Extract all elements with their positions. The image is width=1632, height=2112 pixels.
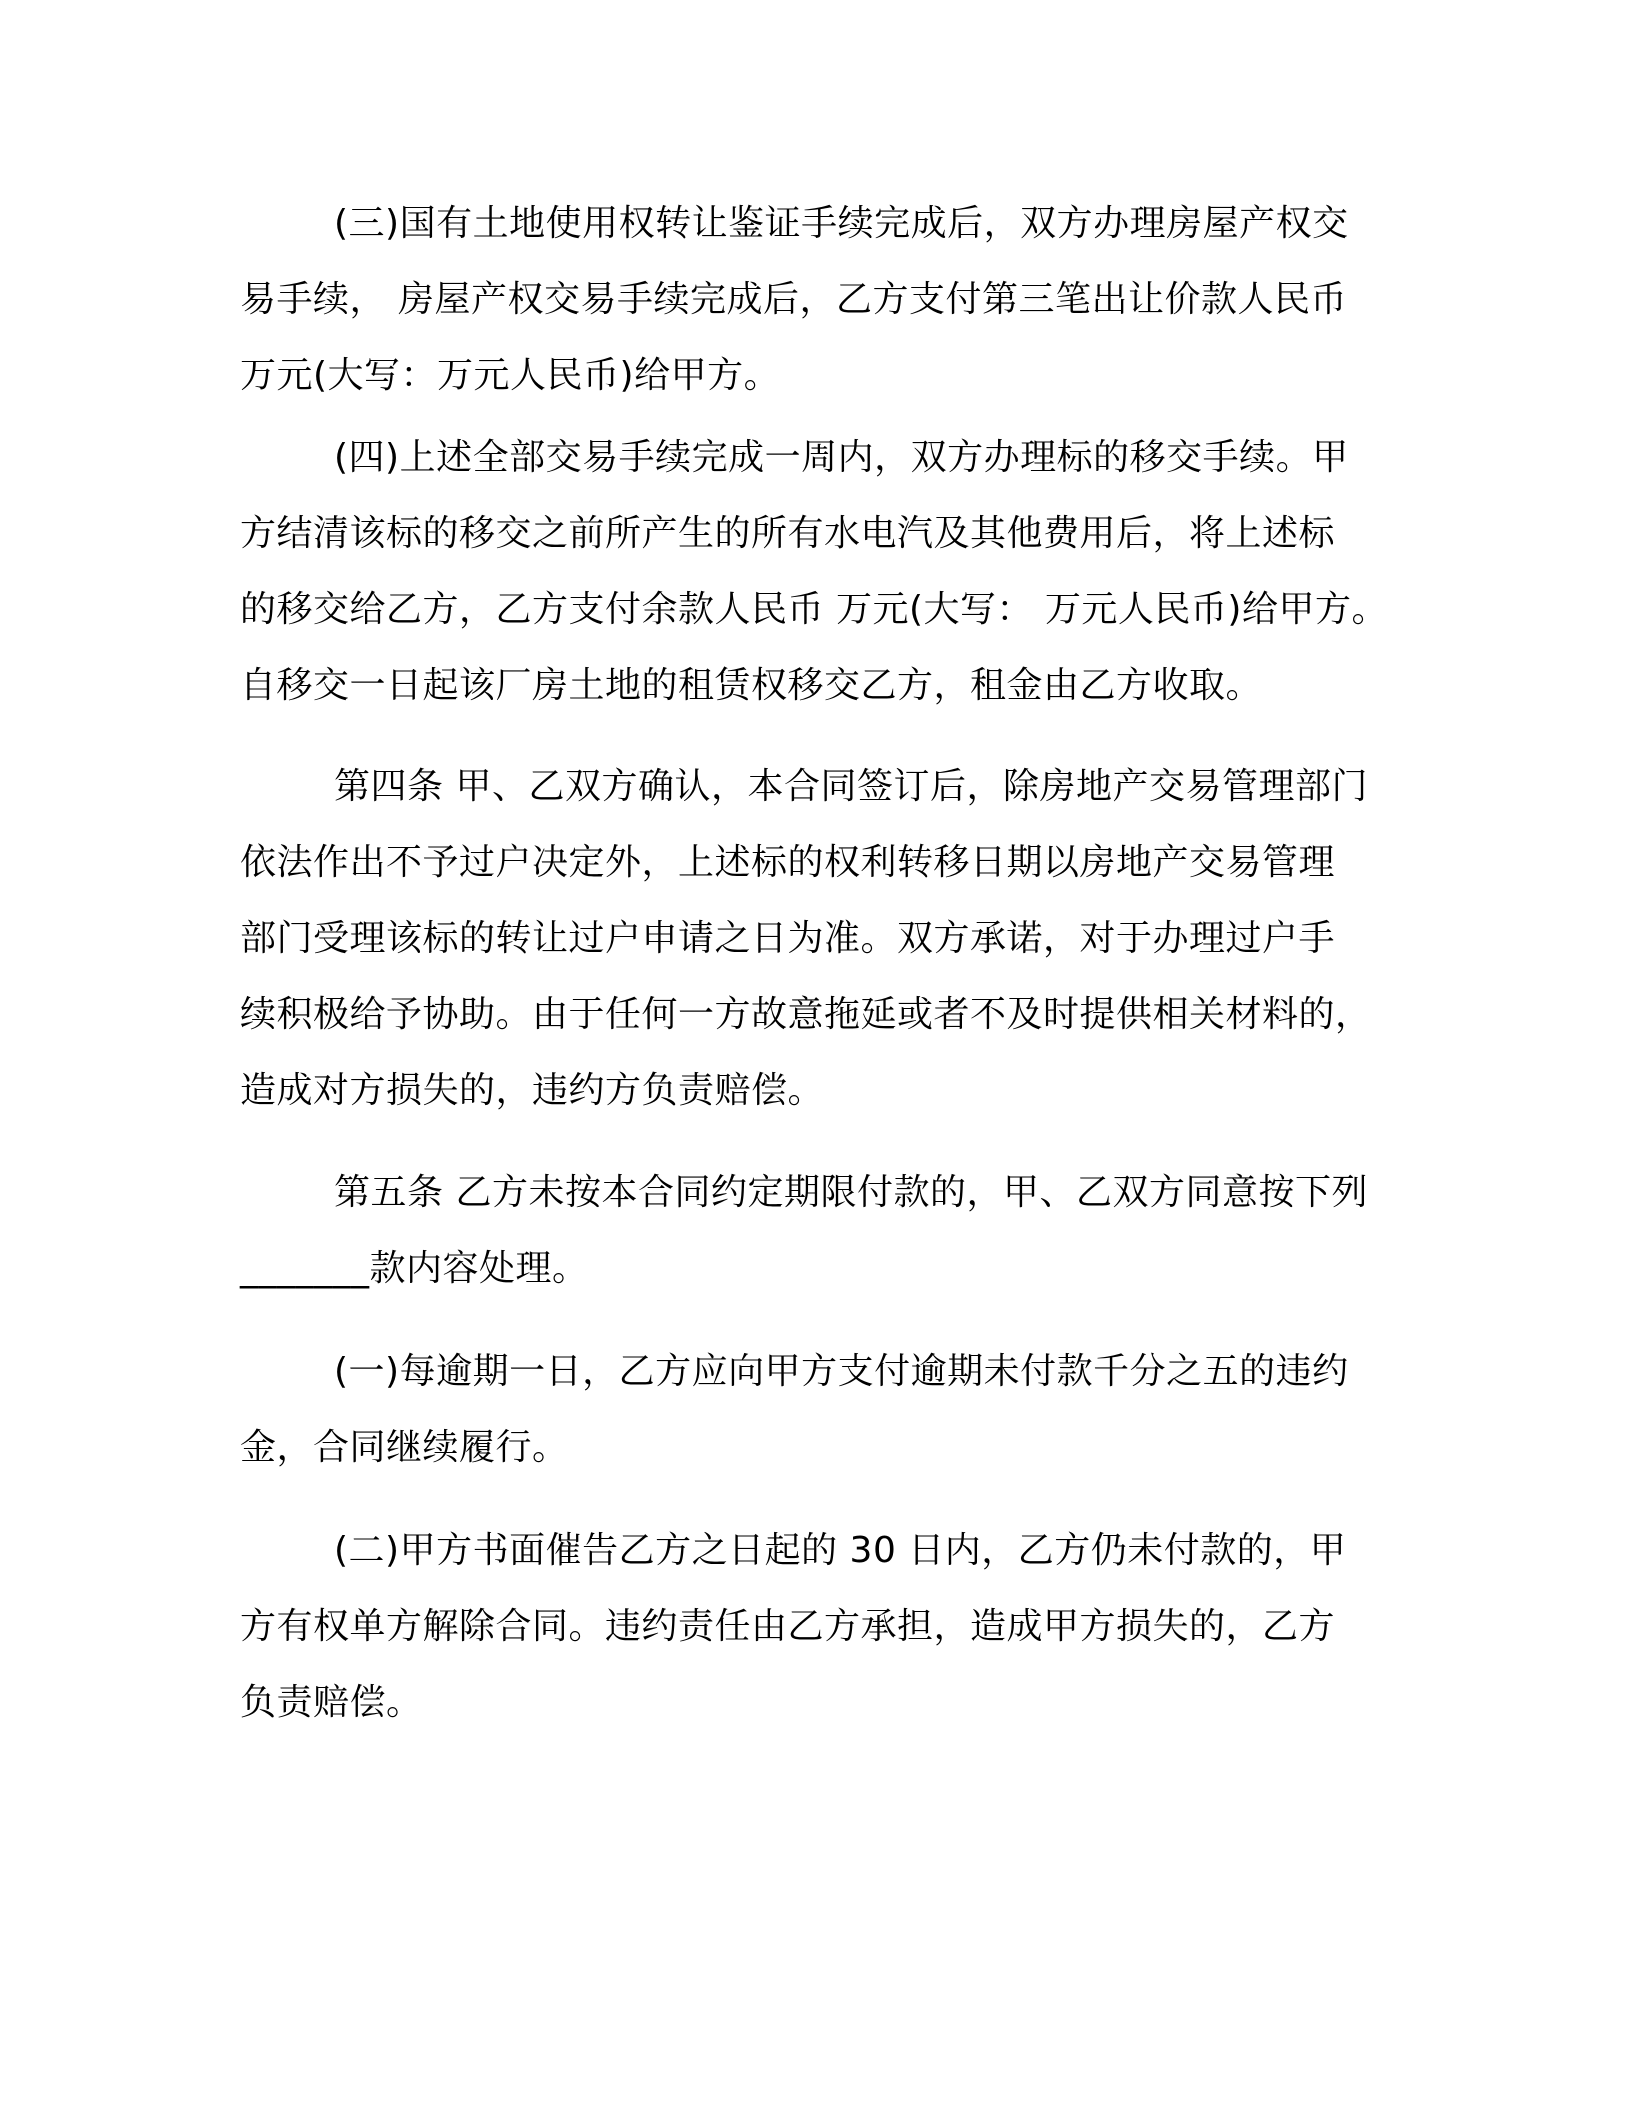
text-line: 方有权单方解除合同。违约责任由乙方承担，造成甲方损失的，乙方	[240, 1606, 1336, 1647]
text-line: 的移交给乙方，乙方支付余款人民币 万元(大写： 万元人民币)给甲方。	[240, 589, 1388, 630]
text-line: 方结清该标的移交之前所产生的所有水电汽及其他费用后，将上述标	[240, 513, 1336, 554]
text-line: 造成对方损失的，违约方负责赔偿。	[240, 1070, 825, 1111]
text-line: 依法作出不予过户决定外，上述标的权利转移日期以房地产交易管理	[240, 842, 1336, 883]
text-line: 第五条 乙方未按本合同约定期限付款的，甲、乙双方同意按下列	[334, 1172, 1368, 1213]
text-line: (二)甲方书面催告乙方之日起的 30 日内，乙方仍未付款的，甲	[334, 1530, 1347, 1571]
text-line: 部门受理该标的转让过户申请之日为准。双方承诺，对于办理过户手	[240, 918, 1336, 959]
paragraph-article-4	[240, 749, 1390, 1129]
document-body	[240, 186, 1390, 1741]
text-line: 易手续， 房屋产权交易手续完成后，乙方支付第三笔出让价款人民币	[240, 279, 1347, 320]
paragraph-article-5-1	[240, 1334, 1390, 1486]
text-line: 金，合同继续履行。	[240, 1427, 569, 1468]
text-line: (三)国有土地使用权转让鉴证手续完成后，双方办理房屋产权交	[334, 203, 1349, 244]
text-line: 自移交一日起该厂房土地的租赁权移交乙方，租金由乙方收取。	[240, 665, 1263, 706]
text-line: (四)上述全部交易手续完成一周内，双方办理标的移交手续。甲	[334, 437, 1349, 478]
paragraph-clause-3-4	[240, 420, 1390, 724]
text-line: _______款内容处理。	[240, 1248, 589, 1289]
text-line: 续积极给予协助。由于任何一方故意拖延或者不及时提供相关材料的，	[240, 994, 1372, 1035]
paragraph-article-5-2	[240, 1513, 1390, 1741]
paragraph-clause-3-3	[240, 186, 1390, 414]
text-line: 第四条 甲、乙双方确认，本合同签订后，除房地产交易管理部门	[334, 766, 1368, 807]
text-line: (一)每逾期一日，乙方应向甲方支付逾期未付款千分之五的违约	[334, 1351, 1349, 1392]
text-line: 负责赔偿。	[240, 1682, 423, 1723]
paragraph-article-5	[240, 1155, 1390, 1307]
text-line: 万元(大写：万元人民币)给甲方。	[240, 355, 781, 396]
